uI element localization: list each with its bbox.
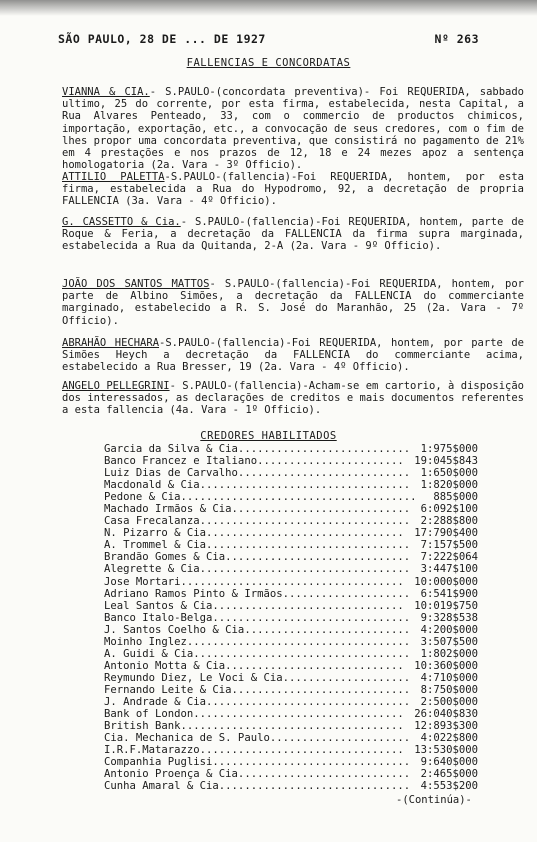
creditor-name: Adriano Ramos Pinto & Irmãos.................... — [104, 587, 411, 600]
creditor-row — [104, 780, 478, 792]
creditor-row — [104, 696, 478, 708]
creditor-amount: 7:157$500 — [420, 539, 478, 552]
creditor-row — [104, 491, 478, 503]
creditor-amount: 3:507$500 — [420, 635, 478, 648]
entry-text: - S.PAULO-(fallencia)-Acham-se em cartorio, à disposição dos interessados, as declarações de creditos e mais documentos referentes a esta fallencia (4a. Vara - 1º Officio). — [62, 380, 524, 417]
creditor-name: Machado Irmãos & Cia............................ — [104, 503, 411, 516]
creditor-amount: 1:820$000 — [420, 479, 478, 492]
creditor-name: Brandão Gomes & Cia............................. — [104, 551, 411, 564]
creditor-row — [104, 551, 478, 563]
entry-name: VIANNA & CIA. — [62, 86, 150, 98]
creditor-amount: 2:288$800 — [420, 515, 478, 528]
creditor-row — [104, 660, 478, 672]
creditor-amount: 4:553$200 — [420, 780, 478, 793]
creditor-row — [104, 636, 478, 648]
creditor-name: Luiz Dias de Carvalho........................... — [104, 467, 411, 480]
creditor-name: Moinho Inglez................................... — [104, 635, 411, 648]
creditor-name: Cia. Mechanica de S. Paulo...................... — [104, 732, 411, 745]
creditor-name: Leal Santos & Cia.............................. — [104, 599, 404, 612]
entry-text: - S.PAULO-(fallencia)-Foi REQUERIDA, hontem, parte de Roque & Feria, a decretação da FALLENCIA da firma supra marginada, estabelecida a Rua da Quitanda, 2-A (2a. Vara - 9º Officio). — [62, 216, 524, 253]
creditor-row — [104, 539, 478, 551]
creditor-row — [104, 756, 478, 768]
creditor-name: Companhia Puglisi............................... — [104, 756, 411, 769]
creditor-amount: 6:541$900 — [420, 587, 478, 600]
page-header — [58, 32, 479, 46]
entry-pellegrini — [62, 380, 524, 417]
creditor-row — [104, 443, 478, 455]
creditor-name: Garcia da Silva & Cia........................... — [104, 443, 411, 455]
creditor-amount: 4:022$800 — [420, 732, 478, 745]
creditor-amount: 885$000 — [433, 491, 478, 504]
entry-name: ATTILIO PALETTA — [62, 171, 165, 183]
creditor-amount: 3:447$100 — [420, 563, 478, 576]
entry-text: - S.PAULO-(concordata preventiva)- Foi REQUERIDA, sabbado ultimo, 25 do corrente, por esta firma, estabelecida, nesta Capital, a Rua Alvares Penteado, 33, com o commercio de productos chimicos, importação, exportação, etc., a convocação de seus credores, com o fim de lhes propor uma concordata preventiva, que consistirá no pagamento de 21% em 4 prestações e nos prazos de 12, 18 e 24 mezes apoz a sentença homologatoria (2a. Vara - 3º Officio). — [62, 86, 524, 172]
creditor-amount: 2:500$000 — [420, 695, 478, 708]
header-issue-number: Nº 263 — [434, 32, 479, 46]
creditor-amount: 10:360$000 — [414, 659, 478, 672]
entry-cassetto — [62, 216, 524, 253]
creditor-name: N. Pizarro & Cia............................... — [104, 527, 404, 540]
section-title-text: FALLENCIAS E CONCORDATAS — [186, 57, 351, 69]
creditor-row — [104, 479, 478, 491]
creditor-row — [104, 612, 478, 624]
creditor-amount: 10:000$000 — [414, 575, 478, 588]
creditor-name: Pedone & Cia..................................... — [104, 491, 417, 504]
entry-text: - S.PAULO-(fallencia)-Foi REQUERIDA, hontem, por parte de Albino Simões, a decretação da FALLENCIA do commerciante marginado, estabelecido a R. S. José do Maranhão, 25 (2a. Vara - 7º Officio). — [62, 278, 525, 327]
creditor-amount: 19:045$843 — [414, 455, 478, 468]
creditor-row — [104, 515, 478, 527]
creditor-row — [104, 624, 478, 636]
creditor-name: J. Andrade & Cia................................ — [104, 695, 411, 708]
creditor-row — [104, 563, 478, 575]
creditor-name: Cunha Amaral & Cia.............................. — [104, 780, 411, 793]
creditor-row — [104, 708, 478, 720]
creditor-amount: 9:328$538 — [420, 611, 478, 624]
creditor-amount: 13:530$000 — [414, 744, 478, 757]
entry-mattos — [62, 278, 524, 327]
creditors-title — [0, 430, 537, 442]
scan-edge-shadow — [0, 0, 537, 16]
creditor-name: Bank of London................................. — [104, 708, 404, 721]
creditor-row — [104, 672, 478, 684]
creditor-amount: 1:802$000 — [420, 647, 478, 660]
creditor-amount: 8:750$000 — [420, 683, 478, 696]
creditor-amount: 4:200$000 — [420, 623, 478, 636]
creditor-row — [104, 732, 478, 744]
creditor-name: Casa Frecalanza................................. — [104, 515, 411, 528]
entry-name: ANGELO PELLEGRINI — [62, 380, 170, 392]
creditor-name: Antonio Proença & Cia........................... — [104, 768, 411, 781]
creditor-amount: 4:710$000 — [420, 671, 478, 684]
header-place-date: SÃO PAULO, 28 DE ... DE 1927 — [58, 32, 266, 46]
entry-hechara — [62, 337, 524, 374]
creditor-amount: 7:222$064 — [420, 551, 478, 564]
creditor-row — [104, 588, 478, 600]
creditor-amount: 17:790$400 — [414, 527, 478, 540]
section-title — [0, 57, 537, 69]
creditor-row — [104, 744, 478, 756]
creditor-name: Antonio Motta & Cia............................ — [104, 659, 404, 672]
creditor-row — [104, 720, 478, 732]
entry-vianna — [62, 86, 524, 171]
creditor-row — [104, 576, 478, 588]
entry-text: -S.PAULO-(fallencia)-Foi REQUERIDA, hontem, por esta firma, estabelecida a Rua do Hypodromo, 92, a decretação de propria FALLENCIA (3a. Vara - 4º Officio). — [62, 171, 524, 208]
creditor-amount: 6:092$100 — [420, 503, 478, 516]
entry-paletta — [62, 171, 524, 208]
creditor-amount: 10:019$750 — [414, 599, 478, 612]
creditor-name: Jose Mortari................................... — [104, 575, 404, 588]
creditor-name: British Bank................................... — [104, 720, 404, 733]
creditor-name: I.R.F.Matarazzo................................ — [104, 744, 404, 757]
creditor-name: A. Guidi & Cia.................................. — [104, 647, 411, 660]
creditor-row — [104, 684, 478, 696]
entry-name: G. CASSETTO & Cia. — [62, 216, 181, 228]
creditor-name: Fernando Leite & Cia............................ — [104, 683, 411, 696]
creditor-amount: 12:893$300 — [414, 720, 478, 733]
entry-name: ABRAHÃO HECHARA — [62, 337, 160, 349]
creditor-name: A. Trommel & Cia................................ — [104, 539, 411, 552]
creditor-name: Reymundo Diez, Le Voci & Cia.................... — [104, 671, 411, 684]
creditor-amount: 9:640$000 — [420, 756, 478, 769]
creditors-title-text: CREDORES HABILITADOS — [200, 430, 337, 442]
creditor-name: Macdonald & Cia................................. — [104, 479, 411, 492]
entry-text: -S.PAULO-(fallencia)-Foi REQUERIDA, hontem, por parte de Simões Heych a decretação da FALLENCIA do commerciante acima, estabelecido a Rua Bresser, 19 (2a. Vara - 4º Officio). — [62, 337, 525, 374]
creditor-name: J. Santos Coelho & Cia.......................... — [104, 623, 411, 636]
creditor-row — [104, 768, 478, 780]
creditor-name: Banco Italo-Belga............................... — [104, 611, 411, 624]
creditor-amount: 2:465$000 — [420, 768, 478, 781]
creditor-name: Alegrette & Cia................................. — [104, 563, 411, 576]
entry-name: JOÃO DOS SANTOS MATTOS — [62, 278, 210, 290]
creditor-name: Banco Francez e Italiano....................... — [104, 455, 404, 468]
creditor-amount: 1:650$000 — [420, 467, 478, 480]
creditor-row — [104, 527, 478, 539]
continues-note: -(Continúa)- — [396, 794, 472, 806]
creditor-amount: 1:975$000 — [420, 443, 478, 455]
creditor-row — [104, 455, 478, 467]
creditors-list — [104, 443, 478, 792]
creditor-row — [104, 648, 478, 660]
creditor-row — [104, 600, 478, 612]
creditor-row — [104, 503, 478, 515]
creditor-row — [104, 467, 478, 479]
creditor-amount: 26:040$830 — [414, 708, 478, 721]
